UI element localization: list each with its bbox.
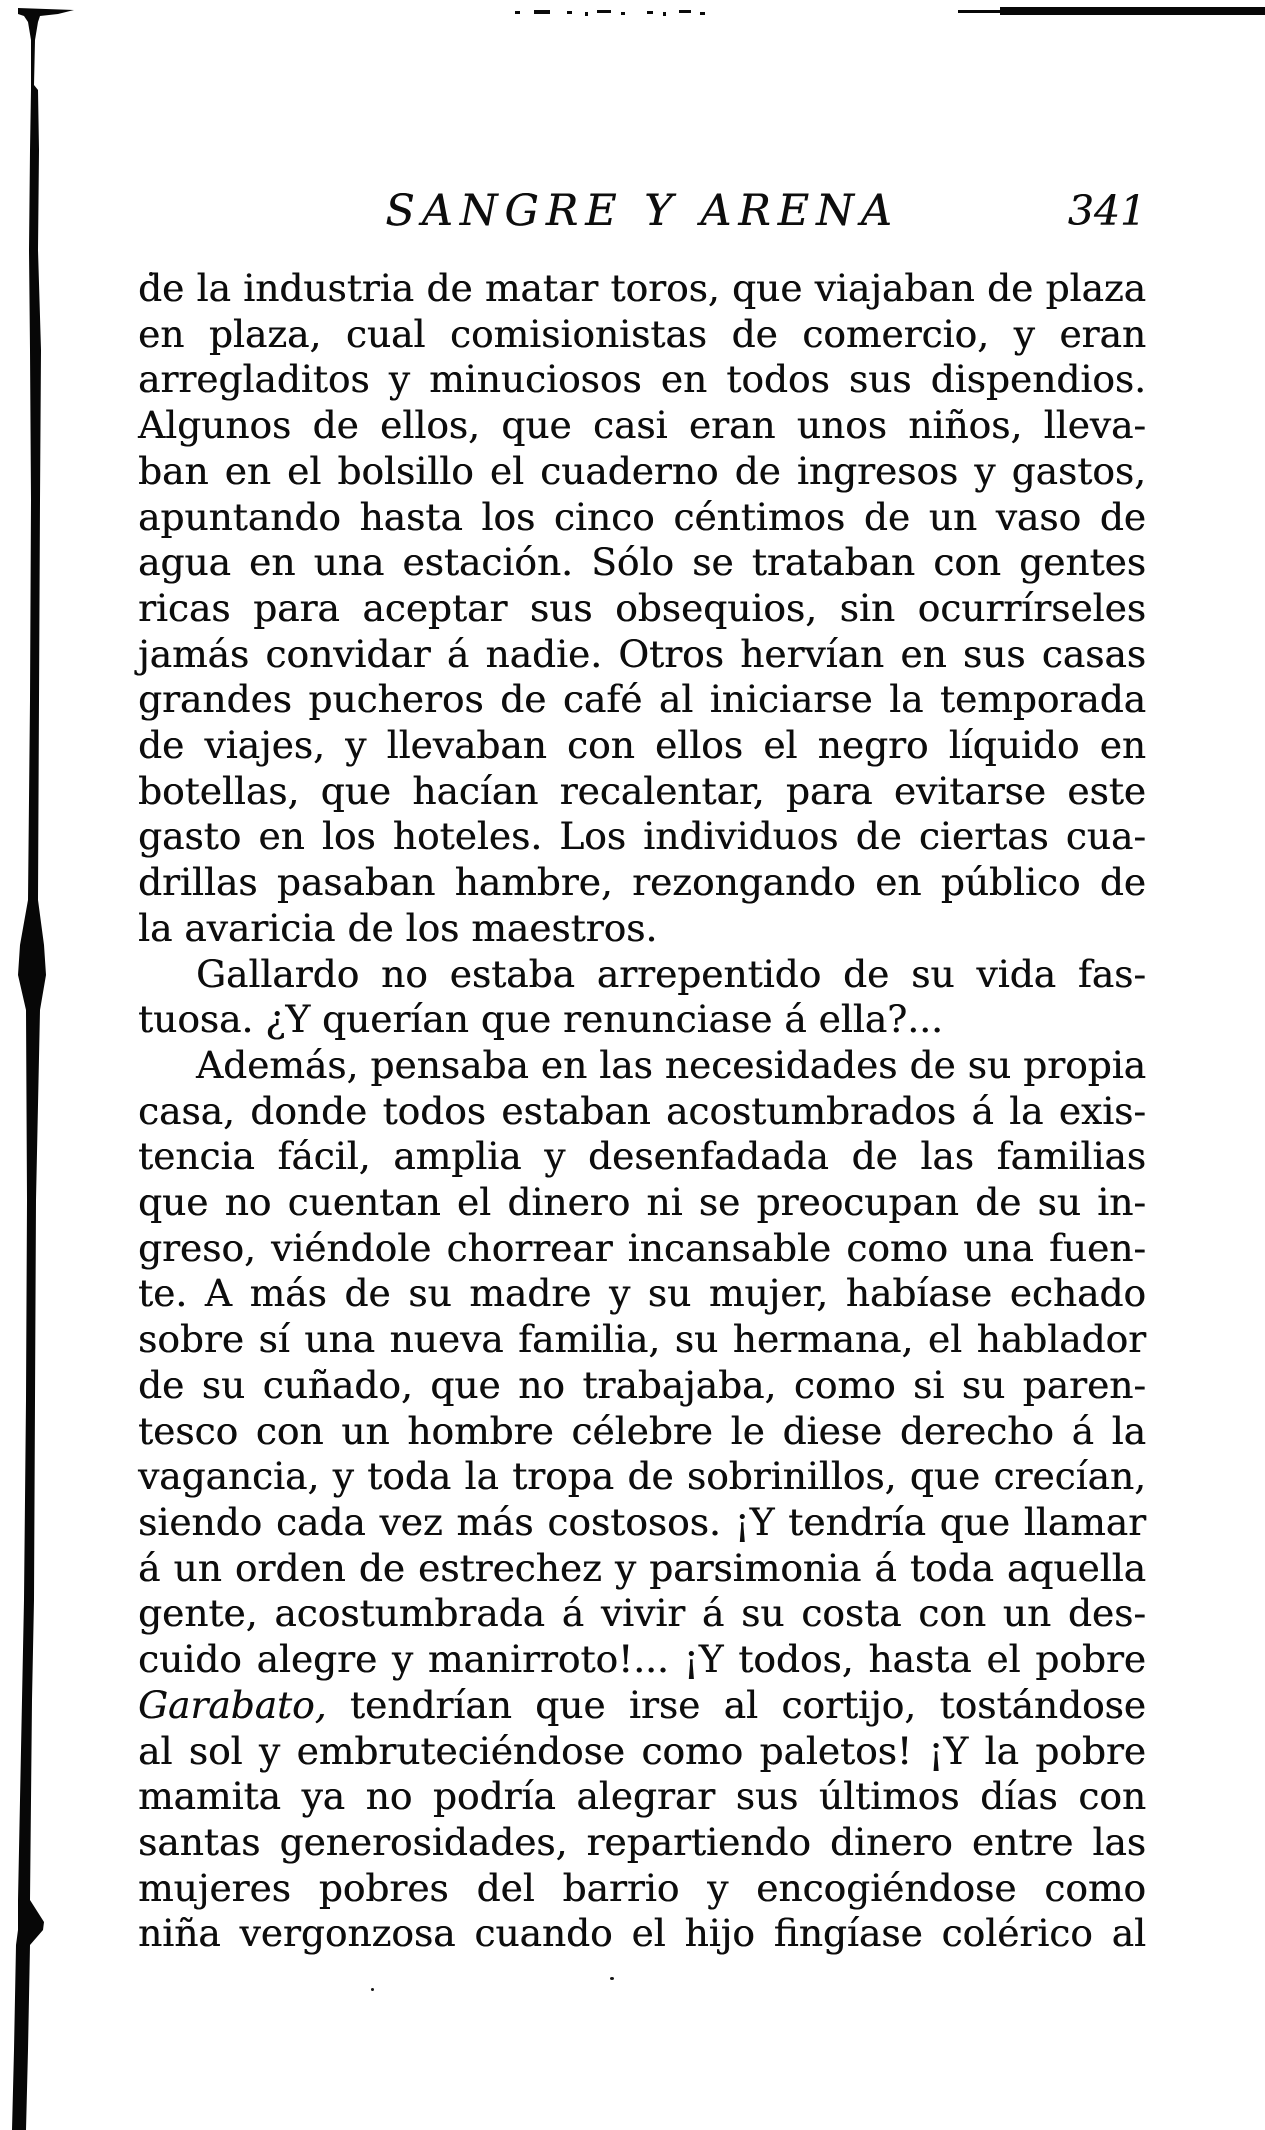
running-header (138, 186, 1146, 236)
text-line: arregladitos y minuciosos en todos sus dispendios. (138, 357, 1146, 402)
text-line: sobre sí una nueva familia, su hermana, el hablador (138, 1317, 1146, 1362)
running-header-title: SANGRE Y ARENA (385, 186, 899, 236)
scan-dash-artifact (534, 10, 550, 14)
scan-dash-artifact (647, 11, 653, 14)
text-line: ban en el bolsillo el cuaderno de ingresos y gastos, (138, 448, 1146, 493)
text-line: jamás convidar á nadie. Otros hervían en sus casas (138, 631, 1146, 676)
ink-speck-artifact (610, 1977, 614, 1980)
text-line: la avaricia de los maestros. (138, 905, 658, 950)
text-line: niña vergonzosa cuando el hijo fingíase colérico al (138, 1911, 1146, 1956)
scan-dash-artifact (621, 12, 625, 15)
scan-dash-artifact (679, 10, 691, 13)
italic-word: Garabato, (138, 1682, 327, 1727)
text-line: Además, pensaba en las necesidades de su propia (196, 1042, 1146, 1087)
scan-dash-artifact (700, 12, 705, 15)
text-line: casa, donde todos estaban acostumbrados á la exis- (138, 1088, 1146, 1133)
text-line: en plaza, cual comisionistas de comercio, y eran (138, 311, 1146, 356)
text-line: al sol y embruteciéndose como paletos! ¡Y la pobre (138, 1728, 1146, 1773)
scan-dash-artifact (597, 10, 611, 13)
ink-speck-artifact (371, 1988, 374, 1991)
text-line: de su cuñado, que no trabajaba, como si su paren- (138, 1362, 1146, 1407)
text-line: tesco con un hombre célebre le diese derecho á la (138, 1408, 1146, 1453)
text-line: Algunos de ellos, que casi eran unos niños, lleva- (138, 403, 1146, 448)
text-line: cuido alegre y manirroto!... ¡Y todos, hasta el pobre (138, 1637, 1146, 1682)
text-line: ricas para aceptar sus obsequios, sin ocurrírseles (138, 585, 1146, 630)
text-line: de viajes, y llevaban con ellos el negro líquido en (138, 723, 1146, 768)
scan-edge-bar-artifact (1000, 7, 1265, 15)
body-text (138, 266, 1146, 1957)
text-line: tencia fácil, amplia y desenfadada de las familias (138, 1134, 1146, 1179)
text-line: mujeres pobres del barrio y encogiéndose como (138, 1865, 1146, 1910)
binding-gutter-artifact (0, 0, 90, 2130)
scan-dash-artifact (663, 12, 666, 16)
page-number: 341 (1067, 187, 1146, 235)
text-line (138, 1683, 1146, 1729)
text-line: tuosa. ¿Y querían que renunciase á ella?... (138, 997, 943, 1042)
text-segment: tendrían que irse al cortijo, tostándose (326, 1682, 1146, 1727)
text-line: gasto en los hoteles. Los individuos de ciertas cua- (138, 814, 1146, 859)
text-line: á un orden de estrechez y parsimonia á toda aquella (138, 1545, 1146, 1590)
text-line: te. A más de su madre y su mujer, habíase echado (138, 1271, 1146, 1316)
text-line: drillas pasaban hambre, rezongando en público de (138, 860, 1146, 905)
text-line: botellas, que hacían recalentar, para evitarse este (138, 768, 1146, 813)
text-line: que no cuentan el dinero ni se preocupan de su in- (138, 1180, 1146, 1225)
scan-dash-artifact (515, 11, 520, 14)
text-line: gente, acostumbrada á vivir á su costa con un des- (138, 1591, 1146, 1636)
text-line: de la industria de matar toros, que viajaban de plaza (138, 266, 1146, 310)
text-line: agua en una estación. Sólo se trataban con gentes (138, 540, 1146, 585)
scan-dash-artifact (585, 12, 588, 16)
text-line: apuntando hasta los cinco céntimos de un vaso de (138, 494, 1146, 539)
text-line: siendo cada vez más costosos. ¡Y tendría que llamar (138, 1499, 1146, 1544)
text-line: Gallardo no estaba arrepentido de su vida fas- (196, 951, 1146, 996)
scan-edge-hairline-artifact (958, 10, 1004, 13)
text-line: mamita ya no podría alegrar sus últimos días con (138, 1774, 1146, 1819)
text-line: vagancia, y toda la tropa de sobrinillos, que crecían, (138, 1454, 1146, 1499)
text-line: greso, viéndole chorrear incansable como una fuen- (138, 1225, 1146, 1270)
text-line: santas generosidades, repartiendo dinero entre las (138, 1819, 1146, 1864)
scan-dash-artifact (567, 11, 572, 14)
text-line: grandes pucheros de café al iniciarse la temporada (138, 677, 1146, 722)
